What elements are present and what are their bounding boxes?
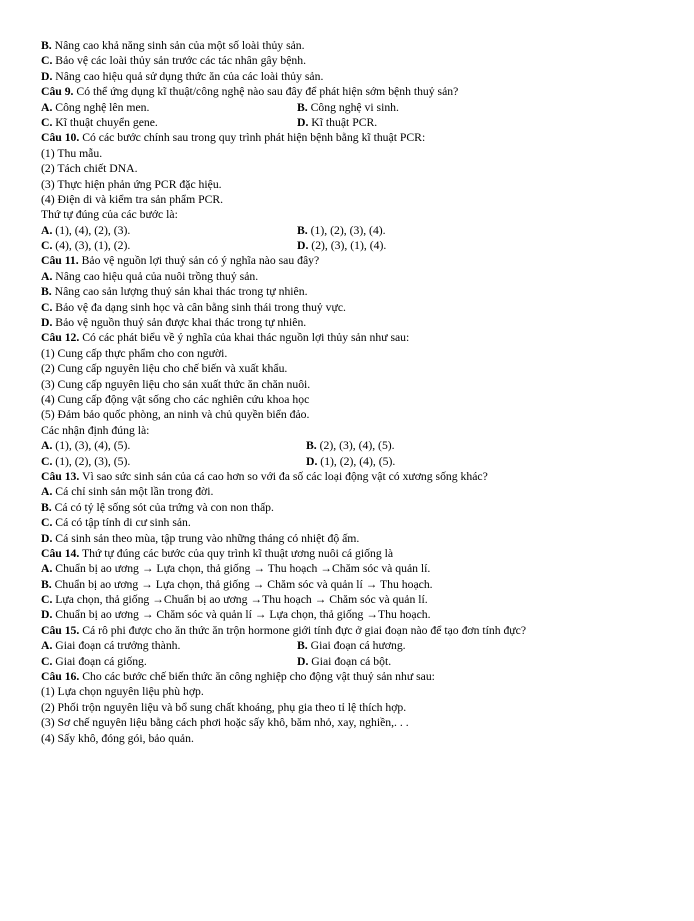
option-letter: B. (297, 639, 308, 653)
answer-option-row (41, 223, 664, 238)
option-letter: B. (297, 223, 308, 237)
option-text: Giai đoạn cá trưởng thành. (52, 639, 181, 653)
answer-option (297, 115, 377, 130)
question-stem (41, 130, 664, 145)
option-text: (2), (3), (1), (4). (308, 239, 387, 253)
question-number: Câu 12. (41, 331, 80, 345)
answer-option (41, 300, 664, 315)
option-text: Bảo vệ các loài thủy sản trước các tác nhân gây bệnh. (52, 54, 307, 68)
answer-option (41, 223, 297, 238)
statement-line: (3) Cung cấp nguyên liệu cho sản xuất thức ăn chăn nuôi. (41, 377, 311, 391)
answer-option (41, 592, 664, 607)
statement-line: (2) Cung cấp nguyên liệu cho chế biến và xuất khẩu. (41, 362, 288, 376)
question-number: Câu 13. (41, 469, 80, 483)
option-text: Giai đoạn cá hương. (307, 639, 406, 653)
option-text: Cá chỉ sinh sản một lần trong đời. (52, 485, 214, 499)
statement-line: (5) Đảm bảo quốc phòng, an ninh và chủ quyền biển đảo. (41, 408, 310, 422)
answer-option (41, 238, 297, 253)
answer-option-row (41, 115, 664, 130)
answer-option (41, 531, 664, 546)
option-text: Cá có tỷ lệ sống sót của trứng và con non thấp. (51, 500, 274, 514)
option-letter: C. (41, 54, 53, 68)
question-stem (41, 469, 664, 484)
answer-option (41, 500, 664, 515)
statement-line: (4) Cung cấp động vật sống cho các nghiên cứu khoa học (41, 392, 310, 406)
answer-option (41, 654, 297, 669)
answer-option (297, 638, 406, 653)
answer-option (41, 53, 664, 68)
question-number: Câu 15. (41, 623, 80, 637)
option-text: Cá có tập tính di cư sinh sản. (52, 516, 191, 530)
option-letter: D. (306, 454, 318, 468)
option-text: Lựa chọn, thả giống →Chuẩn bị ao ương →Thu hoạch → Chăm sóc và quản lí. (52, 593, 428, 607)
option-letter: B. (41, 500, 52, 514)
question-stem (41, 623, 664, 638)
answer-option (41, 38, 664, 53)
option-text: (1), (2), (4), (5). (317, 454, 396, 468)
answer-option-row (41, 438, 664, 453)
answer-option (41, 315, 664, 330)
statement-line: (4) Điện di và kiểm tra sản phẩm PCR. (41, 192, 224, 206)
answer-option (41, 515, 664, 530)
answer-option (41, 561, 664, 576)
question-text: Có thể ứng dụng kĩ thuật/công nghệ nào sau đây để phát hiện sớm bệnh thuỷ sản? (73, 85, 459, 99)
answer-option (306, 454, 395, 469)
question-text: Vì sao sức sinh sản của cá cao hơn so với đa số các loại động vật có xương sống khác? (79, 469, 488, 483)
option-letter: B. (306, 439, 317, 453)
option-text: Nâng cao hiệu quả của nuôi trồng thuỷ sản. (52, 269, 259, 283)
question-number: Câu 11. (41, 254, 79, 268)
answer-option (41, 69, 664, 84)
option-text: Giai đoạn cá giống. (52, 654, 147, 668)
option-text: Kĩ thuật chuyển gene. (52, 115, 158, 129)
option-letter: C. (41, 454, 53, 468)
option-letter: A. (41, 562, 53, 576)
question-number: Câu 10. (41, 131, 80, 145)
option-letter: B. (297, 100, 308, 114)
answer-option (41, 115, 297, 130)
answer-option (41, 454, 306, 469)
option-text: Công nghệ vi sinh. (307, 100, 399, 114)
question-stem (41, 669, 664, 684)
option-letter: C. (41, 654, 53, 668)
answer-option (41, 284, 664, 299)
question-text: Có các phát biểu về ý nghĩa của khai thác nguồn lợi thủy sản như sau: (79, 331, 410, 345)
answer-option (41, 484, 664, 499)
answer-option (41, 577, 664, 592)
option-letter: C. (41, 516, 53, 530)
answer-option (306, 438, 395, 453)
option-text: Bảo vệ đa dạng sinh học và cân bằng sinh thái trong thuỷ vực. (52, 300, 346, 314)
statement-line: (3) Sơ chế nguyên liệu bằng cách phơi hoặc sấy khô, băm nhỏ, xay, nghiền,. . . (41, 716, 409, 730)
question-text: Có các bước chính sau trong quy trình phát hiện bệnh bằng kĩ thuật PCR: (79, 131, 426, 145)
option-letter: A. (41, 223, 53, 237)
option-letter: D. (297, 654, 309, 668)
question-number: Câu 16. (41, 670, 80, 684)
question-text: Cá rô phi được cho ăn thức ăn trộn hormone giới tính đực ở giai đoạn nào để tạo đơn tính đực? (79, 623, 527, 637)
answer-option-row (41, 454, 664, 469)
option-letter: A. (41, 485, 53, 499)
statement-line: (4) Sấy khô, đóng gói, bảo quản. (41, 731, 194, 745)
option-text: (1), (2), (3), (4). (307, 223, 386, 237)
statement-line: Các nhận định đúng là: (41, 423, 150, 437)
option-text: Bảo vệ nguồn thuỷ sản được khai thác trong tự nhiên. (52, 316, 307, 330)
answer-option (297, 238, 386, 253)
answer-option-row (41, 100, 664, 115)
option-text: Nâng cao hiệu quả sử dụng thức ăn của các loài thủy sản. (52, 69, 324, 83)
statement-line: (2) Phối trộn nguyên liệu và bổ sung chất khoáng, phụ gia theo tỉ lệ thích hợp. (41, 700, 407, 714)
answer-option (297, 100, 399, 115)
option-letter: C. (41, 239, 53, 253)
option-letter: C. (41, 593, 53, 607)
question-text: Thứ tự đúng các bước của quy trình kĩ thuật ương nuôi cá giống là (79, 546, 394, 560)
option-letter: B. (41, 285, 52, 299)
option-letter: B. (41, 577, 52, 591)
option-letter: D. (297, 115, 309, 129)
answer-option (297, 654, 391, 669)
answer-option (297, 223, 386, 238)
option-letter: A. (41, 439, 53, 453)
answer-option-row (41, 638, 664, 653)
statement-line: (3) Thực hiện phản ứng PCR đặc hiệu. (41, 177, 222, 191)
option-text: Chuẩn bị ao ương → Lựa chọn, thả giống → Chăm sóc và quản lí → Thu hoạch. (51, 577, 433, 591)
statement-line: (2) Tách chiết DNA. (41, 162, 138, 176)
option-letter: C. (41, 115, 53, 129)
option-letter: B. (41, 39, 52, 52)
answer-option (41, 607, 664, 622)
option-text: Nâng cao sản lượng thuỷ sản khai thác trong tự nhiên. (51, 285, 308, 299)
statement-line: (1) Cung cấp thực phẩm cho con người. (41, 346, 228, 360)
option-text: (1), (3), (4), (5). (52, 439, 131, 453)
option-text: (4), (3), (1), (2). (52, 239, 131, 253)
question-text: Bảo vệ nguồn lợi thuỷ sản có ý nghĩa nào sau đây? (78, 254, 320, 268)
option-letter: D. (41, 316, 53, 330)
option-text: Chuẩn bị ao ương → Chăm sóc và quản lí → Lựa chọn, thả giống →Thu hoạch. (52, 608, 431, 622)
option-text: Giai đoạn cá bột. (308, 654, 392, 668)
option-letter: D. (41, 69, 53, 83)
answer-option (41, 269, 664, 284)
option-text: Công nghệ lên men. (52, 100, 150, 114)
option-letter: A. (41, 269, 53, 283)
question-stem (41, 84, 664, 99)
option-text: (2), (3), (4), (5). (316, 439, 395, 453)
question-number: Câu 9. (41, 85, 74, 99)
option-text: Nâng cao khả năng sinh sản của một số loài thủy sản. (51, 39, 305, 52)
statement-line: Thứ tự đúng của các bước là: (41, 208, 178, 222)
answer-option (41, 638, 297, 653)
answer-option (41, 438, 306, 453)
option-text: (1), (2), (3), (5). (52, 454, 131, 468)
option-text: Cá sinh sản theo mùa, tập trung vào những tháng có nhiệt độ ấm. (52, 531, 360, 545)
answer-option (41, 100, 297, 115)
question-stem (41, 546, 664, 561)
option-letter: A. (41, 639, 53, 653)
question-stem (41, 330, 664, 345)
statement-line: (1) Thu mẫu. (41, 146, 103, 160)
answer-option-row (41, 238, 664, 253)
statement-line: (1) Lựa chọn nguyên liệu phù hợp. (41, 685, 204, 699)
option-letter: A. (41, 100, 53, 114)
option-text: (1), (4), (2), (3). (52, 223, 131, 237)
option-letter: D. (41, 608, 53, 622)
question-text: Cho các bước chế biến thức ăn công nghiệp cho động vật thuỷ sản như sau: (79, 670, 435, 684)
question-number: Câu 14. (41, 546, 80, 560)
option-text: Chuẩn bị ao ương → Lựa chọn, thả giống → Thu hoạch →Chăm sóc và quản lí. (52, 562, 431, 576)
answer-option-row (41, 654, 664, 669)
option-text: Kĩ thuật PCR. (308, 115, 378, 129)
option-letter: D. (297, 239, 309, 253)
option-letter: C. (41, 300, 53, 314)
question-stem (41, 253, 664, 268)
option-letter: D. (41, 531, 53, 545)
